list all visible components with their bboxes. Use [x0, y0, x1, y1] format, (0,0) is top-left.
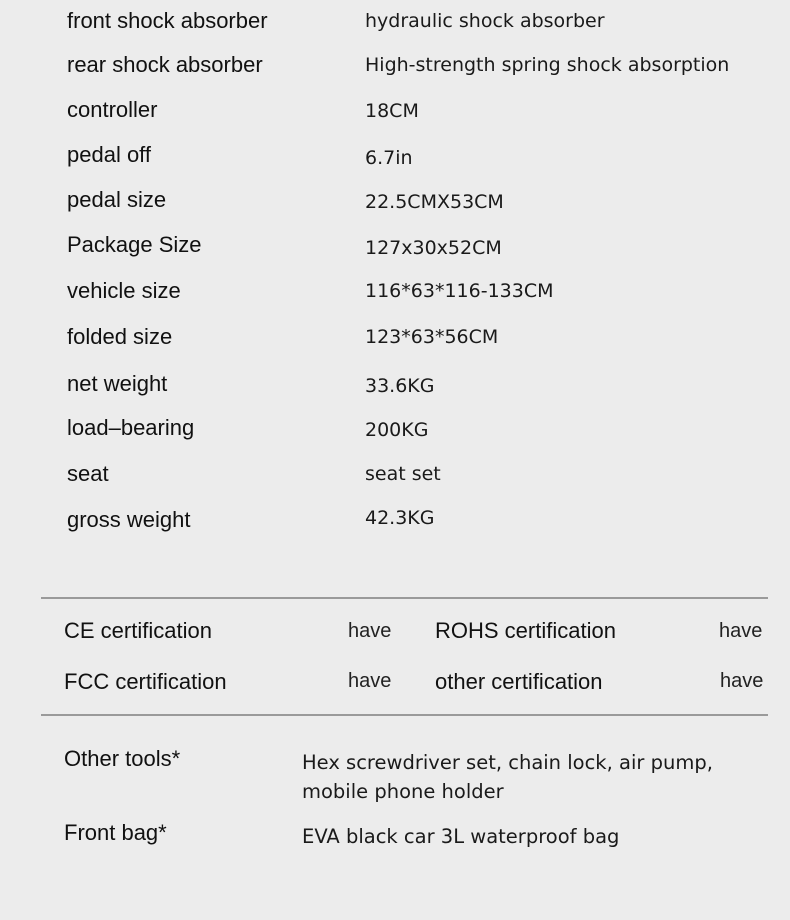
spec-row — [0, 140, 790, 170]
spec-value: 116*63*116-133CM — [365, 280, 554, 302]
cert-value: have — [720, 670, 764, 692]
spec-value: 123*63*56CM — [365, 326, 499, 348]
accessory-value: EVA black car 3L waterproof bag — [302, 825, 620, 848]
spec-row — [0, 413, 790, 443]
spec-label: net weight — [67, 371, 168, 396]
divider-top — [41, 597, 768, 599]
spec-label: pedal off — [67, 142, 152, 167]
spec-label: controller — [67, 97, 158, 122]
spec-label: gross weight — [67, 507, 191, 532]
spec-row — [0, 95, 790, 125]
spec-row — [0, 230, 790, 260]
spec-row — [0, 369, 790, 399]
spec-row — [0, 185, 790, 215]
spec-label: pedal size — [67, 187, 167, 212]
spec-label: vehicle size — [67, 278, 181, 303]
spec-row — [0, 459, 790, 489]
accessory-value: Hex screwdriver set, chain lock, air pump, mobile phone holder — [302, 751, 713, 803]
cert-value: have — [719, 620, 763, 642]
accessory-label: Front bag* — [64, 820, 167, 845]
cert-value: have — [348, 670, 392, 692]
spec-value: 42.3KG — [365, 507, 435, 529]
spec-label: front shock absorber — [67, 8, 268, 33]
spec-value: 6.7in — [365, 147, 413, 169]
spec-value: 22.5CMX53CM — [365, 191, 504, 213]
spec-value: seat set — [365, 463, 441, 485]
spec-row — [0, 505, 790, 535]
spec-value: 18CM — [365, 100, 419, 122]
cert-value: have — [348, 620, 392, 642]
spec-value: 200KG — [365, 419, 429, 441]
cert-label: FCC certification — [64, 669, 227, 694]
spec-row — [0, 6, 790, 36]
spec-value: 33.6KG — [365, 375, 435, 397]
spec-value: hydraulic shock absorber — [365, 10, 605, 32]
spec-label: folded size — [67, 324, 173, 349]
spec-row — [0, 50, 790, 80]
spec-row — [0, 322, 790, 352]
spec-label: Package Size — [67, 232, 202, 257]
cert-label: other certification — [435, 669, 603, 694]
spec-value: 127x30x52CM — [365, 237, 502, 259]
spec-label: rear shock absorber — [67, 52, 263, 77]
spec-value: High-strength spring shock absorption — [365, 54, 730, 76]
cert-label: CE certification — [64, 618, 212, 643]
spec-label: seat — [67, 461, 109, 486]
spec-label: load–bearing — [67, 415, 195, 440]
divider-bottom — [41, 714, 768, 716]
cert-label: ROHS certification — [435, 618, 616, 643]
spec-row — [0, 276, 790, 306]
accessory-label: Other tools* — [64, 746, 181, 771]
